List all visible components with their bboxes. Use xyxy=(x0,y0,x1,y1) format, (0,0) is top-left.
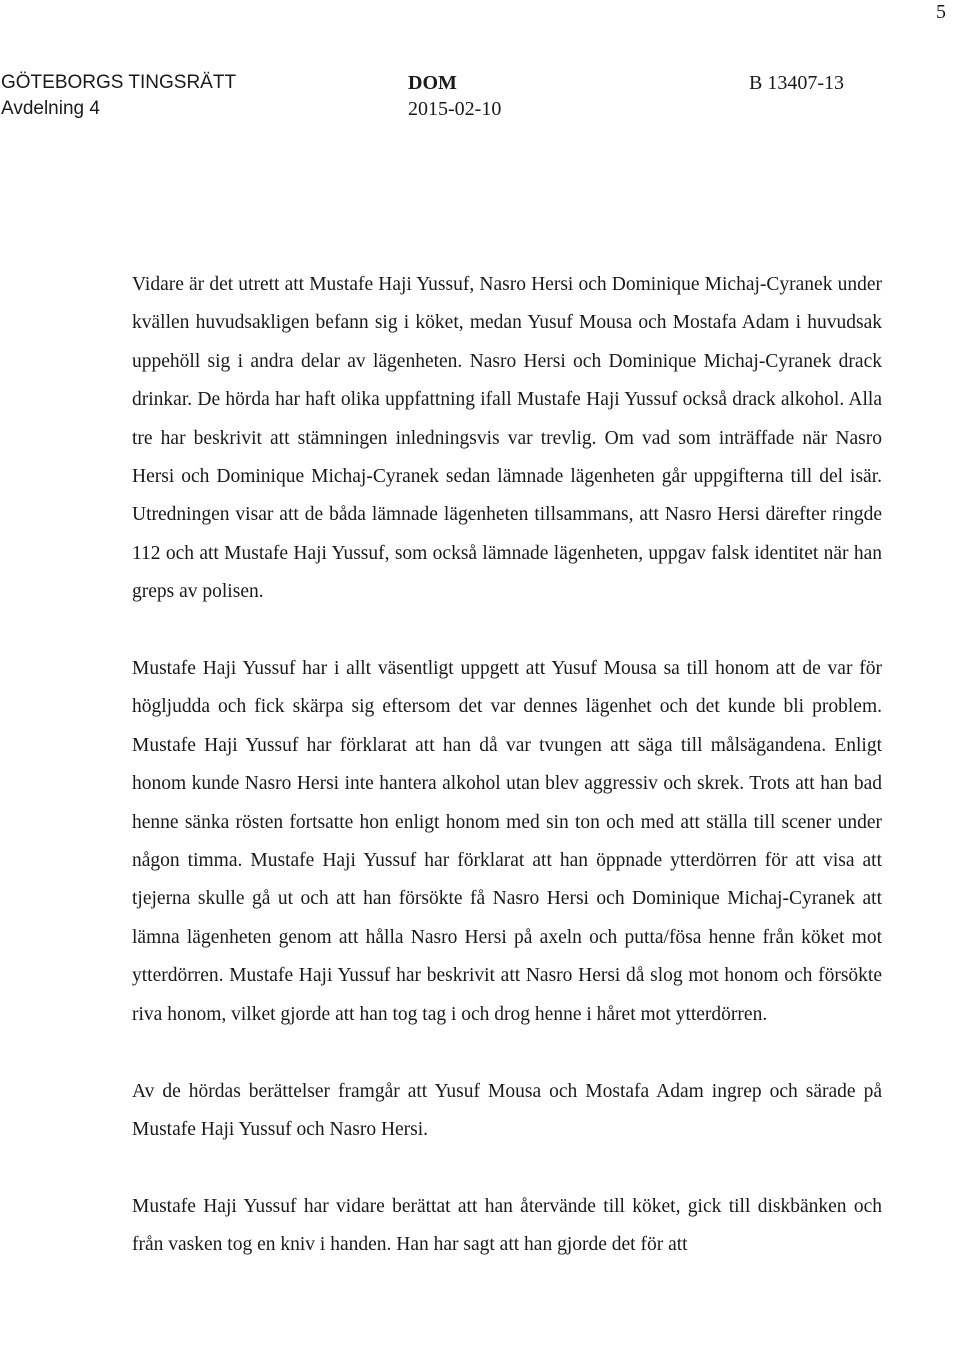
court-name: GÖTEBORGS TINGSRÄTT xyxy=(1,72,237,93)
paragraph: Av de hördas berättelser framgår att Yusuf Mousa och Mostafa Adam ingrep och särade på Mustafe Haji Yussuf och Nasro Hersi. xyxy=(132,1080,882,1140)
paragraph: Vidare är det utrett att Mustafe Haji Yussuf, Nasro Hersi och Dominique Michaj-Cyranek under kvällen huvudsakligen befann sig i köket, medan Yusuf Mousa och Mostafa Adam i huvudsak uppehöll sig i andra delar av lägenheten. Nasro Hersi och Dominique Michaj-Cyranek drack drinkar. De hörda har haft olika uppfattning ifall Mustafe Haji Yussuf också drack alkohol. Alla tre har beskrivit att stämningen inledningsvis var trevlig. Om vad som inträffade när Nasro Hersi och Dominique Michaj-Cyranek sedan lämnade lägenheten går uppgifterna till del isär. Utredningen visar att de båda lämnade lägenheten tillsammans, att Nasro Hersi därefter ringde 112 och att Mustafe Haji Yussuf, som också lämnade lägenheten, uppgav falsk identitet när han greps av polisen. xyxy=(132,274,882,603)
document-date: 2015-02-10 xyxy=(408,98,502,120)
case-number: B 13407-13 xyxy=(749,72,844,94)
document-header xyxy=(0,70,960,126)
page-number: 5 xyxy=(936,1,946,23)
paragraph: Mustafe Haji Yussuf har i allt väsentligt uppgett att Yusuf Mousa sa till honom att de var för högljudda och fick skärpa sig eftersom det var dennes lägenhet och det kunde bli problem. Mustafe Haji Yussuf har förklarat att han då var tvungen att säga till målsägandena. Enligt honom kunde Nasro Hersi inte hantera alkohol utan blev aggressiv och skrek. Trots att han bad henne sänka rösten fortsatte hon enligt honom med sin ton och med att ställa till scener under någon timma. Mustafe Haji Yussuf har förklarat att han öppnade ytterdörren för att visa att tjejerna skulle gå ut och att han försökte få Nasro Hersi och Dominique Michaj-Cyranek att lämna lägenheten genom att hålla Nasro Hersi på axeln och putta/fösa henne från köket mot ytterdörren. Mustafe Haji Yussuf har beskrivit att Nasro Hersi då slog mot honom och försökte riva honom, vilket gjorde att han tog tag i och drog henne i håret mot ytterdörren. xyxy=(132,658,882,1025)
document-body xyxy=(132,266,882,1265)
division: Avdelning 4 xyxy=(1,98,100,119)
doc-type-block xyxy=(408,70,501,122)
paragraph: Mustafe Haji Yussuf har vidare berättat att han återvände till köket, gick till diskbänken och från vasken tog en kniv i handen. Han har sagt att han gjorde det för att xyxy=(132,1195,882,1256)
case-number-block xyxy=(749,70,844,96)
court-block xyxy=(1,70,236,122)
doc-type: DOM xyxy=(408,72,457,94)
